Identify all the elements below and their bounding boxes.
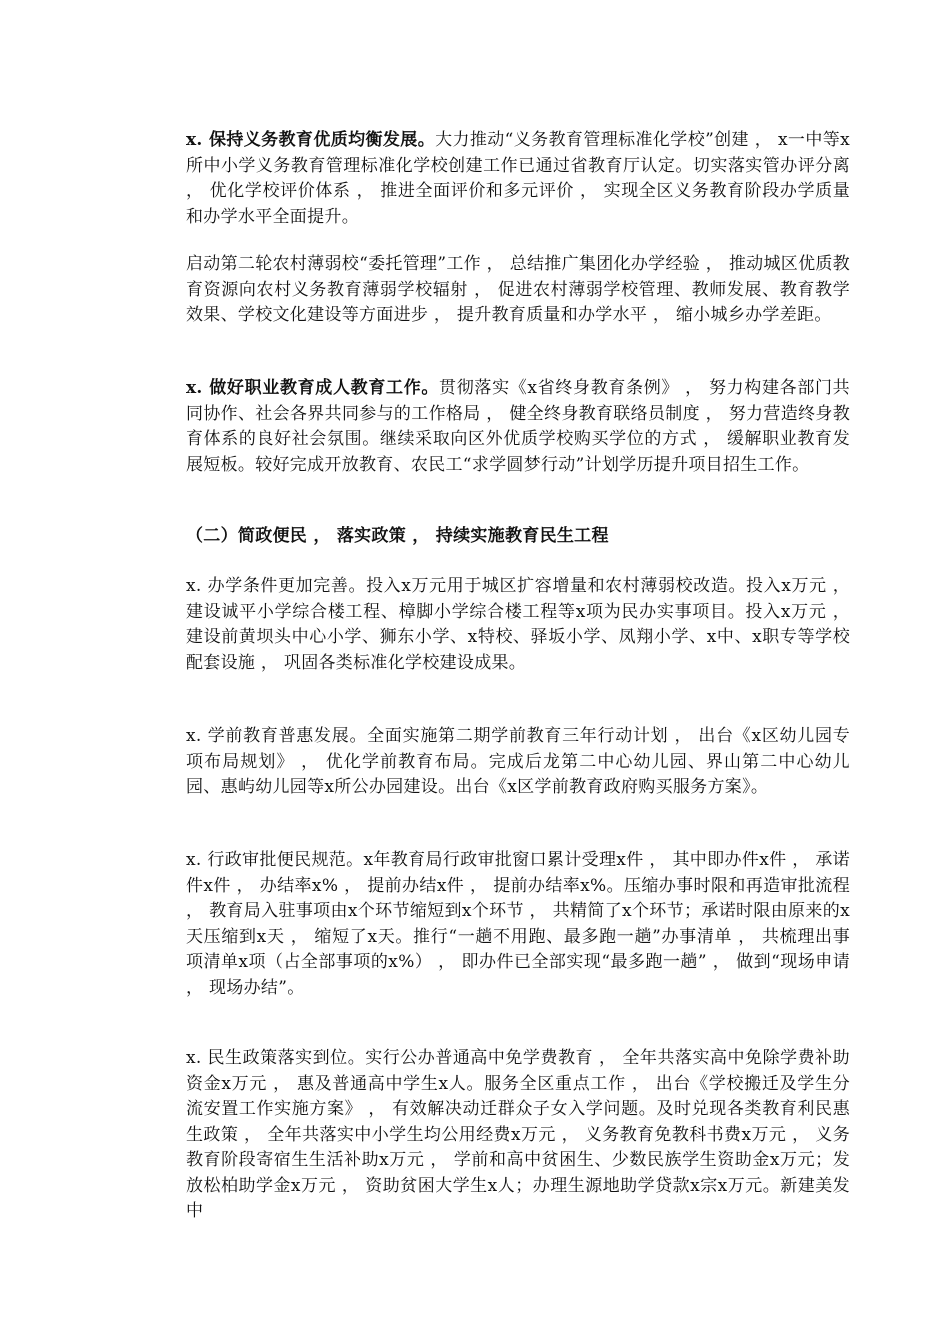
paragraph-text: x. 学前教育普惠发展。全面实施第二期学前教育三年行动计划 ， 出台《x区幼儿园专项布局规划》 ， 优化学前教育布局。完成后龙第二中心幼儿园、界山第二中心幼儿园、惠屿幼儿园等x所公办园建设。出台《x区学前教育政府购买服务方案》。 <box>186 726 850 797</box>
paragraph-lead: x. 保持义务教育优质均衡发展。 <box>186 130 436 150</box>
paragraph-text: x. 行政审批便民规范。x年教育局行政审批窗口累计受理x件 ， 其中即办件x件 ， 承诺件x件 ， 办结率x% ， 提前办结x件 ， 提前办结率x%。压缩办事时限和再造审批流程 ， 教育局入驻事项由x个环节缩短到x个环节 ， 共精简了x个环节；承诺时限由原来的x天压缩到x天 ， 缩短了x天。推行“一趟不用跑、最多跑一趟”办事清单 ， 共梳理出事项清单x项（占全部事项的x%） ， 即办件已全部实现“最多跑一趟” ， 做到“现场申请 ， 现场办结”。 <box>186 850 850 998</box>
paragraph-text: 贯彻落实《x省终身教育条例》 ， 努力构建各部门共同协作、社会各界共同参与的工作格局 ， 健全终身教育联络员制度 ， 努力营造终身教育体系的良好社会氛围。继续采取向区外优质学校购买学位的方式 ， 缓解职业教育发展短板。较好完成开放教育、农民工“求学圆梦行动”计划学历提升项目招生工作。 <box>186 378 850 475</box>
paragraph-text: 启动第二轮农村薄弱校“委托管理”工作 ， 总结推广集团化办学经验 ， 推动城区优质教育资源向农村义务教育薄弱学校辐射 ， 促进农村薄弱学校管理、教师发展、教育教学效果、学校文化建设等方面进步 ， 提升教育质量和办学水平 ， 缩小城乡办学差距。 <box>186 254 850 325</box>
paragraph-livelihood-policy <box>144 1046 850 1225</box>
paragraph-rural-schools <box>144 252 850 329</box>
paragraph-text: x. 办学条件更加完善。投入x万元用于城区扩容增量和农村薄弱校改造。投入x万元 ， 建设诚平小学综合楼工程、樟脚小学综合楼工程等x项为民办实事项目。投入x万元 ， 建设前黄坝头中心小学、狮东小学、x特校、驿坂小学、凤翔小学、x中、x职专等学校配套设施 ， 巩固各类标准化学校建设成果。 <box>186 576 850 673</box>
paragraph-lead: x. 做好职业教育成人教育工作。 <box>186 378 440 398</box>
paragraph-text: 大力推动“义务教育管理标准化学校”创建 ， x一中等x所中小学义务教育管理标准化学校创建工作已通过省教育厅认定。切实落实管办评分离 ， 优化学校评价体系 ， 推进全面评价和多元评价 ， 实现全区义务教育阶段办学质量和办学水平全面提升。 <box>186 130 850 227</box>
paragraph-text: x. 民生政策落实到位。实行公办普通高中免学费教育 ， 全年共落实高中免除学费补助资金x万元 ， 惠及普通高中学生x人。服务全区重点工作 ， 出台《学校搬迁及学生分流安置工作实施方案》 ， 有效解决动迁群众子女入学问题。及时兑现各类教育利民惠生政策 ， 全年共落实中小学生均公用经费x万元 ， 义务教育免教科书费x万元 ， 义务教育阶段寄宿生生活补助x万元 ， 学前和高中贫困生、少数民族学生资助金x万元；发放松柏助学金x万元 ， 资助贫困大学生x人；办理生源地助学贷款x宗x万元。新建美发中 <box>186 1048 850 1221</box>
paragraph-school-conditions <box>144 574 850 676</box>
paragraph-vocational-education <box>144 376 850 478</box>
paragraph-preschool-education <box>144 724 850 801</box>
paragraph-compulsory-education <box>144 128 850 230</box>
paragraph-administrative-approval <box>144 848 850 1001</box>
section-heading: （二）简政便民 ， 落实政策 ， 持续实施教育民生工程 <box>186 526 609 546</box>
